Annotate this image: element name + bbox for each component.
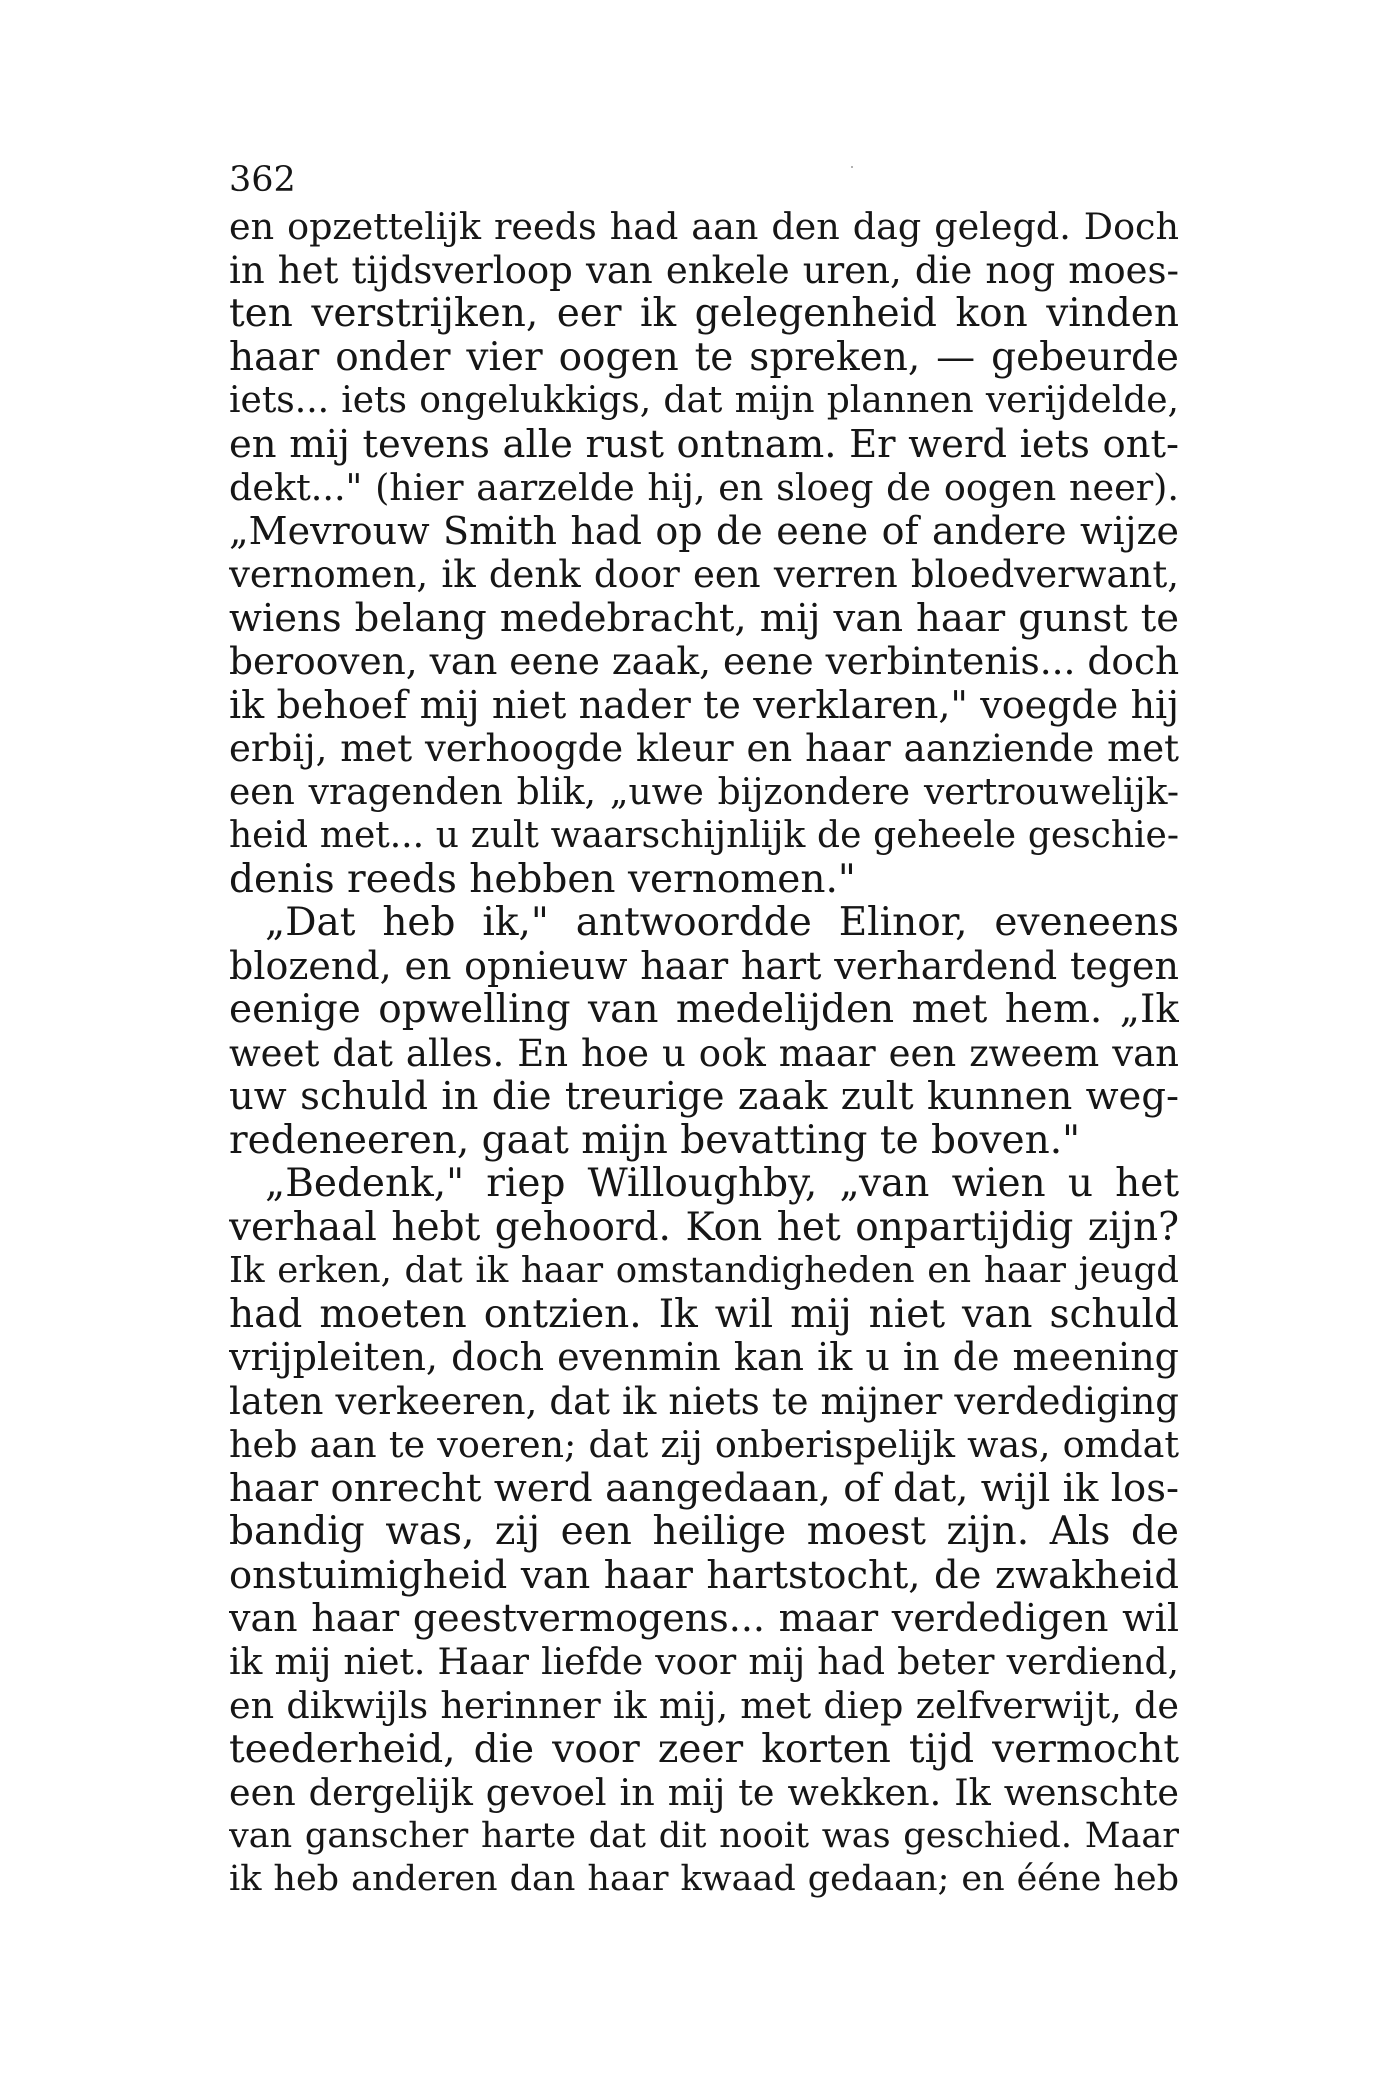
text-line: vernomen, ik denk door een verren bloedverwant,	[229, 553, 1179, 596]
text-line: „Dat heb ik," antwoordde Elinor, eveneens	[265, 901, 1179, 945]
text-line: in het tijdsverloop van enkele uren, die nog moes-	[229, 248, 1179, 292]
text-line: ten verstrijken, eer ik gelegenheid kon vinden	[229, 292, 1179, 336]
text-line: van haar geestvermogens... maar verdedigen wil	[229, 1597, 1179, 1640]
text-line: berooven, van eene zaak, eene verbintenis... doch	[229, 640, 1179, 683]
text-line: redeneeren, gaat mijn bevatting te boven."	[229, 1118, 1081, 1162]
page-number: 362	[229, 160, 296, 200]
text-line: eenige opwelling van medelijden met hem. „Ik	[229, 988, 1179, 1032]
text-line: denis reeds hebben vernomen."	[229, 857, 856, 901]
text-line: iets... iets ongelukkigs, dat mijn plannen verijdelde,	[229, 380, 1179, 421]
text-line: van ganscher harte dat dit nooit was geschied. Maar	[229, 1815, 1179, 1856]
text-line: dekt..." (hier aarzelde hij, en sloeg de oogen neer).	[229, 466, 1179, 509]
text-line: een vragenden blik, „uwe bijzondere vertrouwelijk-	[229, 771, 1179, 813]
text-line: en dikwijls herinner ik mij, met diep zelfverwijt, de	[229, 1684, 1179, 1727]
text-line: vrijpleiten, doch evenmin kan ik u in de meening	[229, 1336, 1179, 1379]
text-line: bandig was, zij een heilige moest zijn. Als de	[229, 1510, 1179, 1554]
text-line: verhaal hebt gehoord. Kon het onpartijdig zijn?	[229, 1205, 1179, 1249]
text-line: weet dat alles. En hoe u ook maar een zweem van	[229, 1031, 1179, 1075]
text-line: ik mij niet. Haar liefde voor mij had beter verdiend,	[229, 1641, 1179, 1683]
text-line: een dergelijk gevoel in mij te wekken. Ik wenschte	[229, 1771, 1179, 1814]
scan-speck	[851, 166, 853, 168]
text-line: blozend, en opnieuw haar hart verhardend tegen	[229, 944, 1179, 988]
text-line: had moeten ontzien. Ik wil mij niet van schuld	[229, 1292, 1179, 1336]
text-line: en mij tevens alle rust ontnam. Er werd iets ont-	[229, 422, 1179, 466]
text-line: laten verkeeren, dat ik niets te mijner verdediging	[229, 1379, 1179, 1423]
text-line: „Bedenk," riep Willoughby, „van wien u het	[265, 1162, 1179, 1206]
text-line: haar onder vier oogen te spreken, — gebeurde	[229, 335, 1179, 379]
text-line: heb aan te voeren; dat zij onberispelijk was, omdat	[229, 1423, 1179, 1466]
text-line: erbij, met verhoogde kleur en haar aanziende met	[229, 727, 1179, 770]
text-line: uw schuld in die treurige zaak zult kunnen weg-	[229, 1075, 1179, 1119]
text-line: heid met... u zult waarschijnlijk de geheele geschie-	[229, 815, 1179, 856]
text-line: en opzettelijk reeds had aan den dag gelegd. Doch	[229, 205, 1179, 248]
body-text	[229, 205, 1179, 1902]
text-line: ik behoef mij niet nader te verklaren," voegde hij	[229, 683, 1179, 727]
text-line: wiens belang medebracht, mij van haar gunst te	[229, 596, 1179, 640]
text-line: haar onrecht werd aangedaan, of dat, wijl ik los-	[229, 1466, 1179, 1510]
text-line: ik heb anderen dan haar kwaad gedaan; en ééne heb	[229, 1859, 1179, 1899]
text-line: teederheid, die voor zeer korten tijd vermocht	[229, 1727, 1179, 1771]
text-line: „Mevrouw Smith had op de eene of andere wijze	[229, 509, 1179, 553]
text-line: onstuimigheid van haar hartstocht, de zwakheid	[229, 1553, 1179, 1597]
text-line: Ik erken, dat ik haar omstandigheden en haar jeugd	[229, 1250, 1179, 1291]
